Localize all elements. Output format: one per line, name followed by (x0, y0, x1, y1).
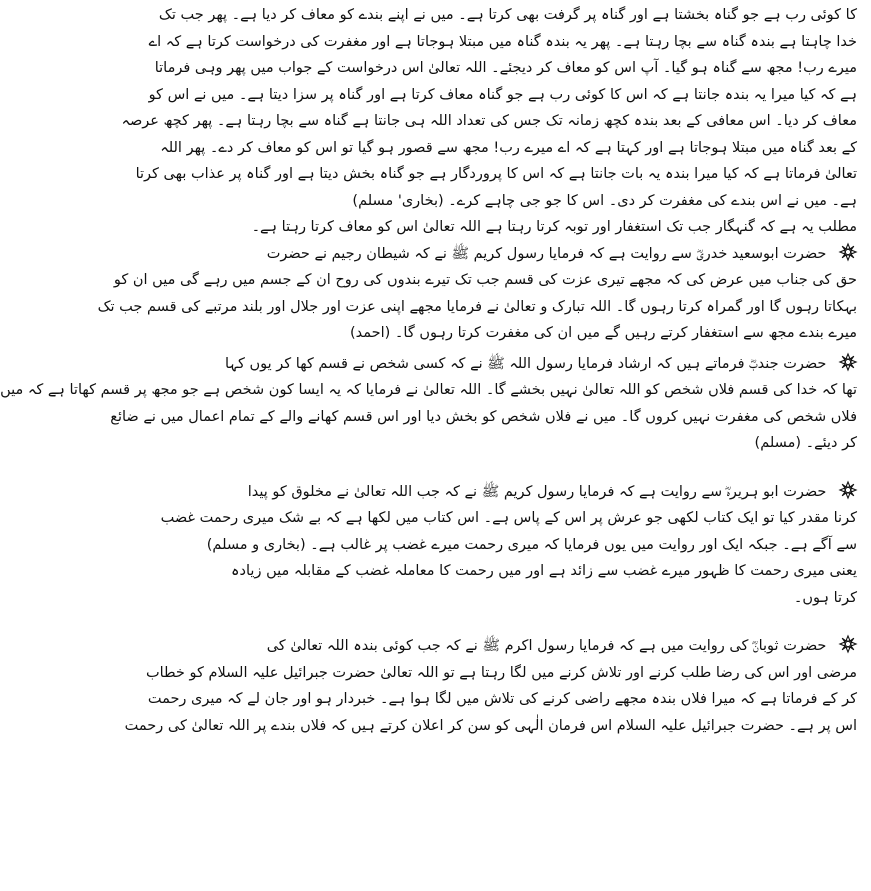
text-line: خدا چاہتا ہے بندہ گناہ سے بچا رہتا ہے۔ پھر یہ بندہ گناہ میں مبتلا ہوجاتا ہے اور مغفرت کی درخواست کرتا ہے کہ اے (148, 33, 857, 50)
text-line: مرضی اور اس کی رضا طلب کرنے اور تلاش کرنے میں لگا رہتا ہے تو اللہ تعالیٰ حضرت جبرائیل علیہ السلام کو خطاب (145, 664, 857, 681)
flower-bullet-icon (839, 635, 857, 653)
summary-line: مطلب یہ ہے کہ گنہگار جب تک استغفار اور توبہ کرتا رہتا ہے اللہ تعالیٰ اس کو معاف کرتا رہتا ہے۔ (251, 219, 857, 235)
text-line: کا کوئی رب ہے جو گناہ بخشتا ہے اور گناہ پر گرفت بھی کرتا ہے۔ میں نے اپنے بندے کو معاف کر دیا ہے۔ پھر جب تک (158, 7, 857, 23)
opening-paragraph (121, 2, 857, 214)
hadith-text: حضرت ثوبانؓ کی روایت میں ہے کہ فرمایا رسول اکرم ﷺ نے کہ جب کوئی بندہ اللہ تعالیٰ کی (266, 638, 827, 654)
hadith-text: حضرت جندبؓ فرماتے ہیں کہ ارشاد فرمایا رسول اللہ ﷺ نے کہ کسی شخص نے قسم کھا کر یوں کہا (225, 355, 827, 372)
flower-bullet-icon (839, 481, 857, 499)
hadith-text: حضرت ابوسعید خدریؓ سے روایت ہے کہ فرمایا رسول کریم ﷺ نے کہ شیطان رجیم نے حضرت (266, 245, 827, 262)
text-line: کر دیئے۔ (مسلم) (754, 435, 857, 451)
hadith-4 (124, 633, 857, 739)
text-line: کرنا مقدر کیا تو ایک کتاب لکھی جو عرش پر اس کے پاس ہے۔ اس کتاب میں لکھا ہے کہ بے شک میری رحمت غضب (160, 510, 857, 526)
flower-bullet-icon (839, 243, 857, 261)
text-line: یعنی میری رحمت کا ظہور میرے غضب سے زائد ہے اور میں رحمت کا معاملہ غضب کے مقابلہ میں زیادہ (231, 563, 857, 579)
text-line: حق کی جناب میں عرض کی کہ مجھے تیری عزت کی قسم جب تک تیرے بندوں کی روح ان کے جسم میں رہے گی میں ان کو (113, 272, 857, 288)
hadith-3 (160, 479, 857, 612)
text-line: کر کے فرماتا ہے کہ میرا فلاں بندہ مجھے راضی کرنے کی تلاش میں لگا ہوا ہے۔ خبردار ہو اور جان لے کہ میری رحمت (147, 691, 857, 707)
text-line: کے بعد گناہ میں مبتلا ہوجاتا ہے اور کہتا ہے کہ اے میرے رب! مجھ سے قصور ہو گیا تو اس کو معاف کر دے۔ پھر اللہ (160, 139, 857, 156)
text-line: میرے رب! مجھ سے گناہ ہو گیا۔ آپ اس کو معاف کر دیجئے۔ اللہ تعالیٰ اس درخواست کے جواب میں پھر وہی فرماتا (154, 60, 857, 76)
text-line: کرتا ہوں۔ (793, 589, 857, 606)
text-line: تعالیٰ فرماتا ہے کہ کیا میرا بندہ یہ بات جانتا ہے کہ اس کا پروردگار ہے جو گناہ بخش دیتا ہے اور گناہ پر عذاب بھی کرتا (135, 166, 857, 182)
hadith-text: حضرت ابو ہریرہؓ سے روایت ہے کہ فرمایا رسول کریم ﷺ نے کہ جب اللہ تعالیٰ نے مخلوق کو پیدا (247, 483, 827, 500)
text-line: سے آگے ہے۔ جبکہ ایک اور روایت میں یوں فرمایا کہ میری رحمت میرے غضب پر غالب ہے۔ (بخاری و مسلم) (206, 536, 857, 553)
text-line: اس پر ہے۔ حضرت جبرائیل علیہ السلام اس فرمان الٰہی کو سن کر اعلان کرتے ہیں کہ فلاں بندے پر اللہ تعالیٰ کی رحمت (124, 717, 857, 734)
summary-paragraph (251, 214, 857, 241)
text-line: ہے کہ کیا میرا یہ بندہ جانتا ہے کہ اس کا کوئی رب ہے جو گناہ معاف کرتا ہے اور گناہ پر سزا دیتا ہے۔ میں نے اس کو (148, 86, 857, 103)
text-line: بہکاتا رہوں گا اور گمراہ کرتا رہوں گا۔ اللہ تبارک و تعالیٰ نے فرمایا مجھے اپنی عزت اور جلال اور بلند مرتبے کی قسم جب تک (97, 298, 857, 315)
text-line: تھا کہ خدا کی قسم فلاں شخص کو اللہ تعالیٰ نہیں بخشے گا۔ اللہ تعالیٰ نے فرمایا کہ یہ ایسا کون شخص ہے جو مجھ پر قسم کھاتا ہے کہ میں (0, 382, 857, 398)
text-line: فلاں شخص کی مغفرت نہیں کروں گا۔ میں نے فلاں شخص کو بخش دیا اور اس قسم کھانے والے کے تمام اعمال میں نے ضائع (110, 408, 857, 425)
hadith-2 (0, 351, 857, 457)
flower-bullet-icon (839, 353, 857, 371)
text-line: معاف کر دیا۔ اس معافی کے بعد بندہ کچھ زمانہ تک جس کی تعداد اللہ ہی جانتا ہے گناہ سے بچا رہتا ہے۔ پھر کچھ عرصہ (121, 113, 857, 129)
hadith-1 (97, 241, 857, 347)
text-line: میرے بندے مجھ سے استغفار کرتے رہیں گے میں ان کی مغفرت کرتا رہوں گا۔ (احمد) (350, 325, 857, 341)
text-line: ہے۔ میں نے اس بندے کی مغفرت کر دی۔ اس کا جو جی چاہے کرے۔ (بخاری' مسلم) (352, 192, 857, 209)
